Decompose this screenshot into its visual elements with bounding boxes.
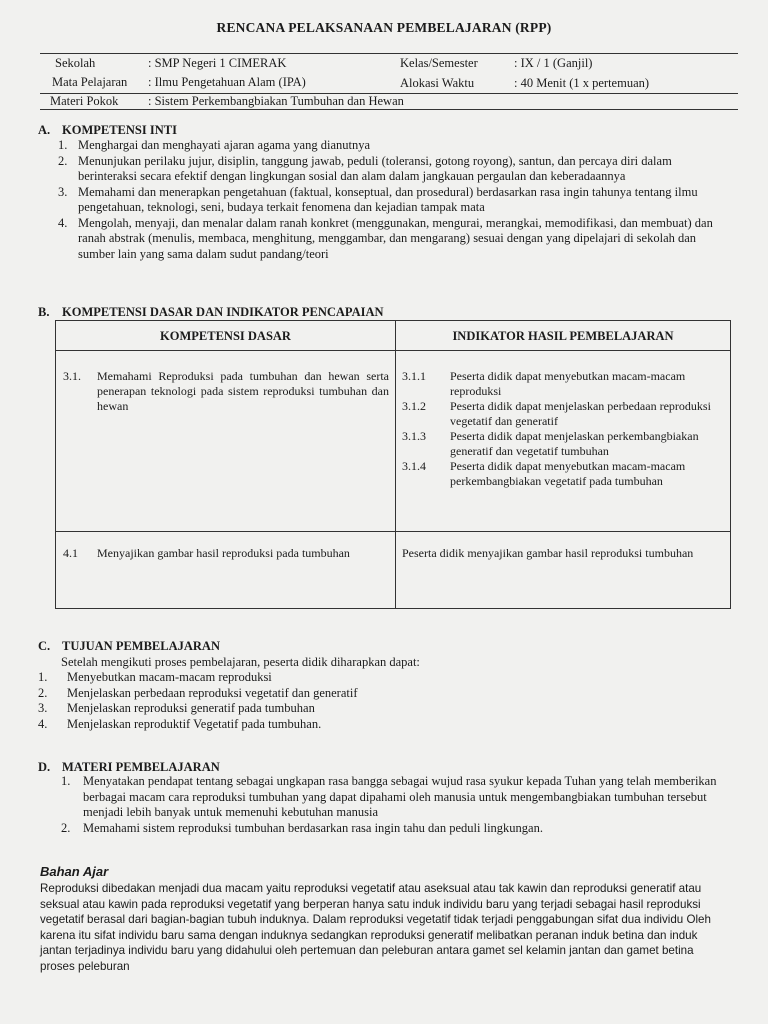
section-b-letter: B.	[38, 305, 50, 319]
materi-value: : Sistem Perkembangbiakan Tumbuhan dan Hewan	[148, 94, 404, 108]
indikator-item: 3.1.2 Peserta didik dapat menjelaskan perbedaan reproduksi vegetatif dan generatif	[402, 399, 711, 428]
list-item: 4. Menjelaskan reproduktif Vegetatif pada tumbuhan.	[38, 716, 322, 731]
list-item: 2. Menunjukan perilaku jujur, disiplin, tanggung jawab, peduli (toleransi, gotong royong), santun, dan percaya diri dalam berinteraksi secara efektif dengan lingkungan sosial dan alam dalam jangkauan pergaulan dan keberadaannya	[58, 153, 672, 183]
kompetensi-inti-list	[58, 138, 730, 262]
table-header-divider	[56, 350, 730, 351]
table-header-indikator: INDIKATOR HASIL PEMBELAJARAN	[452, 329, 674, 343]
section-c-title: TUJUAN PEMBELAJARAN	[62, 639, 220, 653]
indikator-item: 3.1.4 Peserta didik dapat menyebutkan macam-macam perkembangbiakan vegetatif pada tumbuhan	[402, 459, 686, 488]
indikator-item: 3.1.3 Peserta didik dapat menjelaskan perkembangbiakan generatif dan vegetatif tumbuhan	[402, 429, 699, 458]
mapel-value: : Ilmu Pengetahuan Alam (IPA)	[148, 75, 306, 89]
section-a-title: KOMPETENSI INTI	[62, 123, 177, 137]
table-cell-indikator-1	[402, 369, 724, 489]
section-a-heading	[38, 123, 177, 138]
kelas-value: : IX / 1 (Ganjil)	[514, 56, 593, 70]
kelas-label: Kelas/Semester	[400, 56, 478, 70]
bahan-ajar-text: Reproduksi dibedakan menjadi dua macam yaitu reproduksi vegetatif atau aseksual atau tak kawin dan reproduksi generatif atau seksual atau kawin pada reproduksi vegetatif yang berperan hanya satu induk individu baru yang terjadi sebagai hasil reproduksi vegetatif berasal dari bagian-bagian tubuh induknya. Dalam reproduksi vegetatif tidak terjadi penggabungan sifat dua individu Oleh karena itu sifat individu baru sama dengan induknya sedangkan reproduksi generatif melibatkan peranan induk betina dan induk jantan terjadinya individu baru yang didahului oleh pertemuan dan peleburan antara gamet sel kelamin jantan dan gamet betina proses peleburan	[40, 882, 711, 973]
section-a-letter: A.	[38, 123, 51, 137]
document-title: RENCANA PELAKSANAAN PEMBELAJARAN (RPP)	[216, 20, 552, 35]
table-cell-kd-2	[63, 546, 389, 561]
bahan-ajar-title: Bahan Ajar	[40, 864, 109, 879]
table-cell-indikator-2: Peserta didik menyajikan gambar hasil reproduksi tumbuhan	[402, 546, 694, 560]
identity-bottom-rule-2	[40, 109, 738, 110]
section-c-heading	[38, 639, 220, 654]
list-item: 2. Menjelaskan perbedaan reproduksi vegetatif dan generatif	[38, 685, 358, 700]
list-item: 1. Menghargai dan menghayati ajaran agama yang dianutnya	[58, 138, 371, 152]
list-item: 2. Memahami sistem reproduksi tumbuhan berdasarkan rasa ingin tahu dan peduli lingkungan.	[61, 820, 543, 835]
section-d-title: MATERI PEMBELAJARAN	[62, 760, 220, 774]
alokasi-value: : 40 Menit (1 x pertemuan)	[514, 76, 650, 90]
list-item: 1. Menyebutkan macam-macam reproduksi	[38, 670, 272, 684]
table-row-divider	[56, 531, 730, 532]
list-item: 3. Memahami dan menerapkan pengetahuan (faktual, konseptual, dan prosedural) berdasarkan rasa ingin tahunya tentang ilmu pengetahuan, teknologi, seni, budaya terkait fenomena dan kejadian tampak mata	[58, 184, 698, 214]
section-b-title: KOMPETENSI DASAR DAN INDIKATOR PENCAPAIAN	[62, 305, 384, 319]
identity-top-rule	[40, 53, 738, 54]
table-header-kd: KOMPETENSI DASAR	[160, 329, 291, 343]
table-column-divider	[395, 321, 396, 608]
tujuan-intro: Setelah mengikuti proses pembelajaran, peserta didik diharapkan dapat:	[61, 655, 420, 669]
list-item: 4. Mengolah, menyaji, dan menalar dalam ranah konkret (menggunakan, mengurai, merangkai, memodifikasi, dan membuat) dan ranah abstrak (menulis, membaca, menghitung, menggambar, dan mengarang) sesuai dengan yang dipelajari di sekolah dan sumber lain yang sama dalam sudut pandang/teori	[58, 215, 713, 261]
list-item: 3. Menjelaskan reproduksi generatif pada tumbuhan	[38, 701, 315, 715]
table-cell-kd-1	[63, 369, 389, 414]
section-d-letter: D.	[38, 760, 51, 774]
sekolah-label: Sekolah	[55, 56, 96, 70]
list-item: 1. Menyatakan pendapat tentang sebagai ungkapan rasa bangga sebagai wujud rasa syukur kepada Tuhan yang telah memberikan berbagai macam cara reproduksi tumbuhan yang dapat dipahami oleh manusia untuk mengembangbiakan tumbuhan tersebut menjadi lebih banyak untuk memenuhi kebutuhan manusia	[61, 774, 717, 819]
kd-item: 4.1 Menyajikan gambar hasil reproduksi pada tumbuhan	[63, 546, 350, 560]
section-d-heading	[38, 760, 220, 775]
section-b-heading	[38, 305, 384, 320]
kd-item: 3.1. Memahami Reproduksi pada tumbuhan dan hewan serta penerapan teknologi pada sistem reproduksi tumbuhan dan hewan	[63, 369, 389, 413]
section-c-letter: C.	[38, 639, 51, 653]
indikator-item: 3.1.1 Peserta didik dapat menyebutkan macam-macam reproduksi	[402, 369, 686, 398]
tujuan-list	[38, 670, 728, 732]
sekolah-value: : SMP Negeri 1 CIMERAK	[148, 56, 287, 70]
materi-list	[61, 774, 731, 836]
kd-indikator-table	[55, 320, 731, 609]
alokasi-label: Alokasi Waktu	[400, 76, 475, 90]
materi-label: Materi Pokok	[50, 94, 119, 108]
mapel-label: Mata Pelajaran	[52, 75, 128, 89]
